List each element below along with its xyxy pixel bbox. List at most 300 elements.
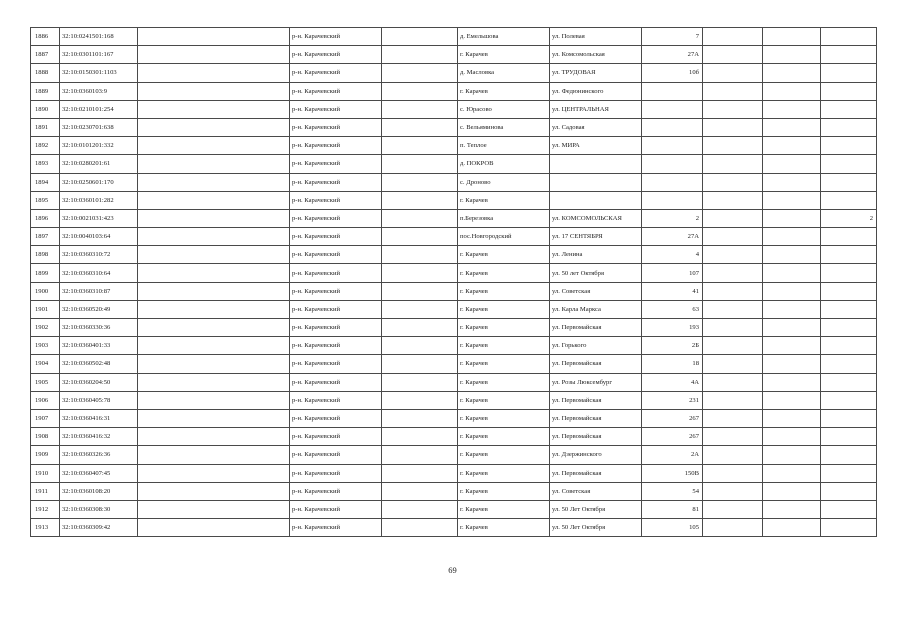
cadastral-number-cell: 32:10:0360310:64	[60, 264, 138, 282]
house-number-cell: 10б	[642, 64, 703, 82]
extra-value-cell	[821, 300, 877, 318]
blank-col-cell	[138, 137, 290, 155]
locality-cell: г. Карачев	[458, 191, 550, 209]
house-number-cell	[642, 100, 703, 118]
blank-col-cell	[763, 464, 821, 482]
row-number-cell: 1888	[31, 64, 60, 82]
blank-col-cell	[703, 137, 763, 155]
blank-col-cell	[703, 118, 763, 136]
locality-cell: с. Вельяминова	[458, 118, 550, 136]
cadastral-number-cell: 32:10:0360416:31	[60, 409, 138, 427]
locality-cell: г. Карачев	[458, 464, 550, 482]
blank-col-cell	[138, 319, 290, 337]
extra-value-cell	[821, 246, 877, 264]
row-number-cell: 1892	[31, 137, 60, 155]
blank-col-cell	[703, 282, 763, 300]
blank-col-cell	[138, 355, 290, 373]
locality-cell: п. Теплое	[458, 137, 550, 155]
blank-col-cell	[138, 391, 290, 409]
blank-col-cell	[763, 82, 821, 100]
street-cell: ул. 50 Лет Октября	[550, 519, 642, 537]
street-cell: ул. МИРА	[550, 137, 642, 155]
blank-col-cell	[703, 246, 763, 264]
street-cell: ул. Комсомольская	[550, 46, 642, 64]
extra-value-cell	[821, 173, 877, 191]
extra-value-cell	[821, 137, 877, 155]
row-number-cell: 1896	[31, 209, 60, 227]
street-cell: ул. ЦЕНТРАЛЬНАЯ	[550, 100, 642, 118]
district-cell: р-н. Карачевский	[290, 264, 382, 282]
extra-value-cell	[821, 464, 877, 482]
row-number-cell: 1890	[31, 100, 60, 118]
table-row	[31, 391, 877, 409]
table-row	[31, 519, 877, 537]
row-number-cell: 1904	[31, 355, 60, 373]
locality-cell: г. Карачев	[458, 446, 550, 464]
blank-col-cell	[382, 519, 458, 537]
locality-cell: г. Карачев	[458, 409, 550, 427]
district-cell: р-н. Карачевский	[290, 246, 382, 264]
table-row	[31, 100, 877, 118]
blank-col-cell	[382, 319, 458, 337]
locality-cell: г. Карачев	[458, 319, 550, 337]
extra-value-cell	[821, 391, 877, 409]
blank-col-cell	[763, 391, 821, 409]
house-number-cell: 41	[642, 282, 703, 300]
table-row	[31, 482, 877, 500]
blank-col-cell	[138, 428, 290, 446]
street-cell: ул. Первомайская	[550, 319, 642, 337]
extra-value-cell	[821, 355, 877, 373]
row-number-cell: 1894	[31, 173, 60, 191]
table-row	[31, 209, 877, 227]
blank-col-cell	[382, 373, 458, 391]
row-number-cell: 1897	[31, 228, 60, 246]
district-cell: р-н. Карачевский	[290, 355, 382, 373]
blank-col-cell	[138, 409, 290, 427]
row-number-cell: 1887	[31, 46, 60, 64]
house-number-cell: 54	[642, 482, 703, 500]
district-cell: р-н. Карачевский	[290, 228, 382, 246]
table-row	[31, 409, 877, 427]
table-row	[31, 191, 877, 209]
house-number-cell: 63	[642, 300, 703, 318]
blank-col-cell	[382, 118, 458, 136]
blank-col-cell	[703, 319, 763, 337]
row-number-cell: 1912	[31, 500, 60, 518]
extra-value-cell	[821, 373, 877, 391]
blank-col-cell	[138, 173, 290, 191]
street-cell: ул. Ленина	[550, 246, 642, 264]
district-cell: р-н. Карачевский	[290, 464, 382, 482]
table-row	[31, 64, 877, 82]
cadastral-number-cell: 32:10:0360108:20	[60, 482, 138, 500]
blank-col-cell	[703, 391, 763, 409]
blank-col-cell	[703, 46, 763, 64]
blank-col-cell	[382, 500, 458, 518]
row-number-cell: 1908	[31, 428, 60, 446]
cadastral-number-cell: 32:10:0360308:30	[60, 500, 138, 518]
district-cell: р-н. Карачевский	[290, 319, 382, 337]
district-cell: р-н. Карачевский	[290, 46, 382, 64]
row-number-cell: 1902	[31, 319, 60, 337]
cadastral-number-cell: 32:10:0280201:61	[60, 155, 138, 173]
table-row	[31, 228, 877, 246]
blank-col-cell	[703, 209, 763, 227]
blank-col-cell	[382, 82, 458, 100]
street-cell: ул. ТРУДОВАЯ	[550, 64, 642, 82]
row-number-cell: 1891	[31, 118, 60, 136]
registry-table-body	[31, 28, 877, 537]
extra-value-cell	[821, 482, 877, 500]
blank-col-cell	[763, 519, 821, 537]
blank-col-cell	[703, 264, 763, 282]
table-row	[31, 355, 877, 373]
blank-col-cell	[138, 282, 290, 300]
extra-value-cell	[821, 82, 877, 100]
row-number-cell: 1903	[31, 337, 60, 355]
cadastral-number-cell: 32:10:0040103:64	[60, 228, 138, 246]
district-cell: р-н. Карачевский	[290, 428, 382, 446]
extra-value-cell	[821, 519, 877, 537]
blank-col-cell	[138, 373, 290, 391]
table-row	[31, 428, 877, 446]
blank-col-cell	[763, 264, 821, 282]
locality-cell: г. Карачев	[458, 373, 550, 391]
blank-col-cell	[763, 428, 821, 446]
extra-value-cell	[821, 319, 877, 337]
blank-col-cell	[763, 482, 821, 500]
table-row	[31, 319, 877, 337]
blank-col-cell	[763, 228, 821, 246]
blank-col-cell	[763, 28, 821, 46]
page-number: 69	[448, 565, 457, 575]
house-number-cell	[642, 173, 703, 191]
extra-value-cell	[821, 46, 877, 64]
blank-col-cell	[703, 464, 763, 482]
district-cell: р-н. Карачевский	[290, 64, 382, 82]
table-row	[31, 500, 877, 518]
cadastral-number-cell: 32:10:0360309:42	[60, 519, 138, 537]
cadastral-number-cell: 32:10:0210101:254	[60, 100, 138, 118]
district-cell: р-н. Карачевский	[290, 519, 382, 537]
blank-col-cell	[138, 228, 290, 246]
row-number-cell: 1899	[31, 264, 60, 282]
cadastral-number-cell: 32:10:0360407:45	[60, 464, 138, 482]
street-cell	[550, 191, 642, 209]
blank-col-cell	[703, 409, 763, 427]
district-cell: р-н. Карачевский	[290, 118, 382, 136]
blank-col-cell	[763, 64, 821, 82]
locality-cell: г. Карачев	[458, 246, 550, 264]
street-cell: ул. Дзержинского	[550, 446, 642, 464]
blank-col-cell	[138, 82, 290, 100]
row-number-cell: 1911	[31, 482, 60, 500]
blank-col-cell	[138, 64, 290, 82]
table-row	[31, 173, 877, 191]
blank-col-cell	[763, 409, 821, 427]
row-number-cell: 1906	[31, 391, 60, 409]
extra-value-cell	[821, 64, 877, 82]
street-cell: ул. 50 лет Октября	[550, 264, 642, 282]
blank-col-cell	[703, 155, 763, 173]
street-cell	[550, 173, 642, 191]
district-cell: р-н. Карачевский	[290, 191, 382, 209]
table-row	[31, 46, 877, 64]
house-number-cell: 150В	[642, 464, 703, 482]
table-row	[31, 464, 877, 482]
blank-col-cell	[382, 246, 458, 264]
blank-col-cell	[138, 100, 290, 118]
blank-col-cell	[763, 446, 821, 464]
table-row	[31, 137, 877, 155]
extra-value-cell	[821, 282, 877, 300]
house-number-cell	[642, 191, 703, 209]
blank-col-cell	[703, 373, 763, 391]
district-cell: р-н. Карачевский	[290, 337, 382, 355]
extra-value-cell	[821, 428, 877, 446]
table-row	[31, 264, 877, 282]
street-cell: ул. Советская	[550, 282, 642, 300]
locality-cell: г. Карачев	[458, 428, 550, 446]
table-row	[31, 373, 877, 391]
blank-col-cell	[703, 28, 763, 46]
locality-cell: п.Березовка	[458, 209, 550, 227]
house-number-cell: 4А	[642, 373, 703, 391]
street-cell	[550, 155, 642, 173]
blank-col-cell	[703, 482, 763, 500]
blank-col-cell	[138, 118, 290, 136]
house-number-cell: 107	[642, 264, 703, 282]
house-number-cell: 267	[642, 409, 703, 427]
cadastral-number-cell: 32:10:0301101:167	[60, 46, 138, 64]
district-cell: р-н. Карачевский	[290, 482, 382, 500]
cadastral-number-cell: 32:10:0241501:168	[60, 28, 138, 46]
blank-col-cell	[138, 246, 290, 264]
extra-value-cell	[821, 264, 877, 282]
locality-cell: г. Карачев	[458, 482, 550, 500]
locality-cell: г. Карачев	[458, 282, 550, 300]
blank-col-cell	[703, 300, 763, 318]
house-number-cell: 7	[642, 28, 703, 46]
row-number-cell: 1893	[31, 155, 60, 173]
district-cell: р-н. Карачевский	[290, 446, 382, 464]
locality-cell: г. Карачев	[458, 391, 550, 409]
blank-col-cell	[763, 209, 821, 227]
extra-value-cell	[821, 118, 877, 136]
locality-cell: г. Карачев	[458, 264, 550, 282]
blank-col-cell	[382, 337, 458, 355]
cadastral-number-cell: 32:10:0360520:49	[60, 300, 138, 318]
house-number-cell: 81	[642, 500, 703, 518]
street-cell: ул. Первомайская	[550, 355, 642, 373]
blank-col-cell	[763, 319, 821, 337]
district-cell: р-н. Карачевский	[290, 82, 382, 100]
blank-col-cell	[703, 428, 763, 446]
street-cell: ул. 17 СЕНТЯБРЯ	[550, 228, 642, 246]
blank-col-cell	[763, 500, 821, 518]
blank-col-cell	[382, 428, 458, 446]
blank-col-cell	[763, 173, 821, 191]
cadastral-number-cell: 32:10:0360101:282	[60, 191, 138, 209]
cadastral-number-cell: 32:10:0150301:1103	[60, 64, 138, 82]
locality-cell: г. Карачев	[458, 337, 550, 355]
street-cell: ул. Первомайская	[550, 391, 642, 409]
blank-col-cell	[138, 519, 290, 537]
blank-col-cell	[138, 300, 290, 318]
locality-cell: д. Масловка	[458, 64, 550, 82]
cadastral-number-cell: 32:10:0360310:87	[60, 282, 138, 300]
district-cell: р-н. Карачевский	[290, 373, 382, 391]
blank-col-cell	[382, 100, 458, 118]
district-cell: р-н. Карачевский	[290, 28, 382, 46]
extra-value-cell	[821, 337, 877, 355]
house-number-cell: 267	[642, 428, 703, 446]
extra-value-cell	[821, 409, 877, 427]
district-cell: р-н. Карачевский	[290, 100, 382, 118]
house-number-cell: 231	[642, 391, 703, 409]
house-number-cell: 4	[642, 246, 703, 264]
street-cell: ул. КОМСОМОЛЬСКАЯ	[550, 209, 642, 227]
house-number-cell	[642, 155, 703, 173]
locality-cell: г. Карачев	[458, 82, 550, 100]
district-cell: р-н. Карачевский	[290, 173, 382, 191]
street-cell: ул. Садовая	[550, 118, 642, 136]
row-number-cell: 1905	[31, 373, 60, 391]
blank-col-cell	[382, 300, 458, 318]
row-number-cell: 1901	[31, 300, 60, 318]
street-cell: ул. Первомайская	[550, 464, 642, 482]
blank-col-cell	[138, 446, 290, 464]
cadastral-number-cell: 32:10:0360103:9	[60, 82, 138, 100]
blank-col-cell	[382, 209, 458, 227]
blank-col-cell	[763, 118, 821, 136]
blank-col-cell	[703, 64, 763, 82]
blank-col-cell	[382, 191, 458, 209]
row-number-cell: 1886	[31, 28, 60, 46]
blank-col-cell	[382, 391, 458, 409]
locality-cell: пос.Новгородский	[458, 228, 550, 246]
cadastral-number-cell: 32:10:0230701:638	[60, 118, 138, 136]
cadastral-number-cell: 32:10:0101201:332	[60, 137, 138, 155]
blank-col-cell	[763, 137, 821, 155]
extra-value-cell	[821, 446, 877, 464]
blank-col-cell	[763, 373, 821, 391]
street-cell: ул. Розы Люксембург	[550, 373, 642, 391]
row-number-cell: 1909	[31, 446, 60, 464]
extra-value-cell	[821, 228, 877, 246]
extra-value-cell	[821, 28, 877, 46]
blank-col-cell	[382, 264, 458, 282]
blank-col-cell	[138, 28, 290, 46]
blank-col-cell	[138, 191, 290, 209]
extra-value-cell	[821, 191, 877, 209]
district-cell: р-н. Карачевский	[290, 500, 382, 518]
street-cell: ул. Федюнинского	[550, 82, 642, 100]
blank-col-cell	[382, 355, 458, 373]
blank-col-cell	[382, 228, 458, 246]
blank-col-cell	[703, 446, 763, 464]
blank-col-cell	[382, 446, 458, 464]
cadastral-number-cell: 32:10:0250601:170	[60, 173, 138, 191]
house-number-cell: 193	[642, 319, 703, 337]
locality-cell: г. Карачев	[458, 300, 550, 318]
house-number-cell	[642, 118, 703, 136]
blank-col-cell	[382, 46, 458, 64]
table-row	[31, 246, 877, 264]
table-row	[31, 282, 877, 300]
blank-col-cell	[382, 64, 458, 82]
blank-col-cell	[703, 500, 763, 518]
street-cell: ул. Горького	[550, 337, 642, 355]
house-number-cell: 2Б	[642, 337, 703, 355]
blank-col-cell	[763, 100, 821, 118]
blank-col-cell	[138, 155, 290, 173]
registry-table	[30, 27, 877, 537]
blank-col-cell	[763, 282, 821, 300]
row-number-cell: 1907	[31, 409, 60, 427]
cadastral-number-cell: 32:10:0360405:78	[60, 391, 138, 409]
table-row	[31, 28, 877, 46]
blank-col-cell	[763, 191, 821, 209]
blank-col-cell	[382, 482, 458, 500]
locality-cell: с. Юрасово	[458, 100, 550, 118]
locality-cell: г. Карачев	[458, 519, 550, 537]
blank-col-cell	[382, 409, 458, 427]
locality-cell: г. Карачев	[458, 500, 550, 518]
blank-col-cell	[138, 264, 290, 282]
blank-col-cell	[138, 46, 290, 64]
cadastral-number-cell: 32:10:0360330:36	[60, 319, 138, 337]
house-number-cell: 27А	[642, 228, 703, 246]
row-number-cell: 1913	[31, 519, 60, 537]
district-cell: р-н. Карачевский	[290, 209, 382, 227]
locality-cell: г. Карачев	[458, 355, 550, 373]
house-number-cell	[642, 137, 703, 155]
house-number-cell: 105	[642, 519, 703, 537]
cadastral-number-cell: 32:10:0360416:32	[60, 428, 138, 446]
table-row	[31, 300, 877, 318]
extra-value-cell: 2	[821, 209, 877, 227]
blank-col-cell	[138, 500, 290, 518]
district-cell: р-н. Карачевский	[290, 155, 382, 173]
street-cell: ул. Первомайская	[550, 409, 642, 427]
row-number-cell: 1898	[31, 246, 60, 264]
blank-col-cell	[138, 337, 290, 355]
blank-col-cell	[138, 482, 290, 500]
district-cell: р-н. Карачевский	[290, 300, 382, 318]
locality-cell: д. ПОКРОВ	[458, 155, 550, 173]
district-cell: р-н. Карачевский	[290, 409, 382, 427]
blank-col-cell	[703, 82, 763, 100]
extra-value-cell	[821, 500, 877, 518]
blank-col-cell	[703, 191, 763, 209]
locality-cell: с. Дроново	[458, 173, 550, 191]
table-row	[31, 118, 877, 136]
row-number-cell: 1895	[31, 191, 60, 209]
house-number-cell: 2А	[642, 446, 703, 464]
blank-col-cell	[763, 337, 821, 355]
street-cell: ул. Карла Маркса	[550, 300, 642, 318]
blank-col-cell	[703, 337, 763, 355]
district-cell: р-н. Карачевский	[290, 391, 382, 409]
blank-col-cell	[703, 100, 763, 118]
cadastral-number-cell: 32:10:0360310:72	[60, 246, 138, 264]
house-number-cell: 18	[642, 355, 703, 373]
cadastral-number-cell: 32:10:0360502:48	[60, 355, 138, 373]
street-cell: ул. 50 Лет Октября	[550, 500, 642, 518]
district-cell: р-н. Карачевский	[290, 137, 382, 155]
